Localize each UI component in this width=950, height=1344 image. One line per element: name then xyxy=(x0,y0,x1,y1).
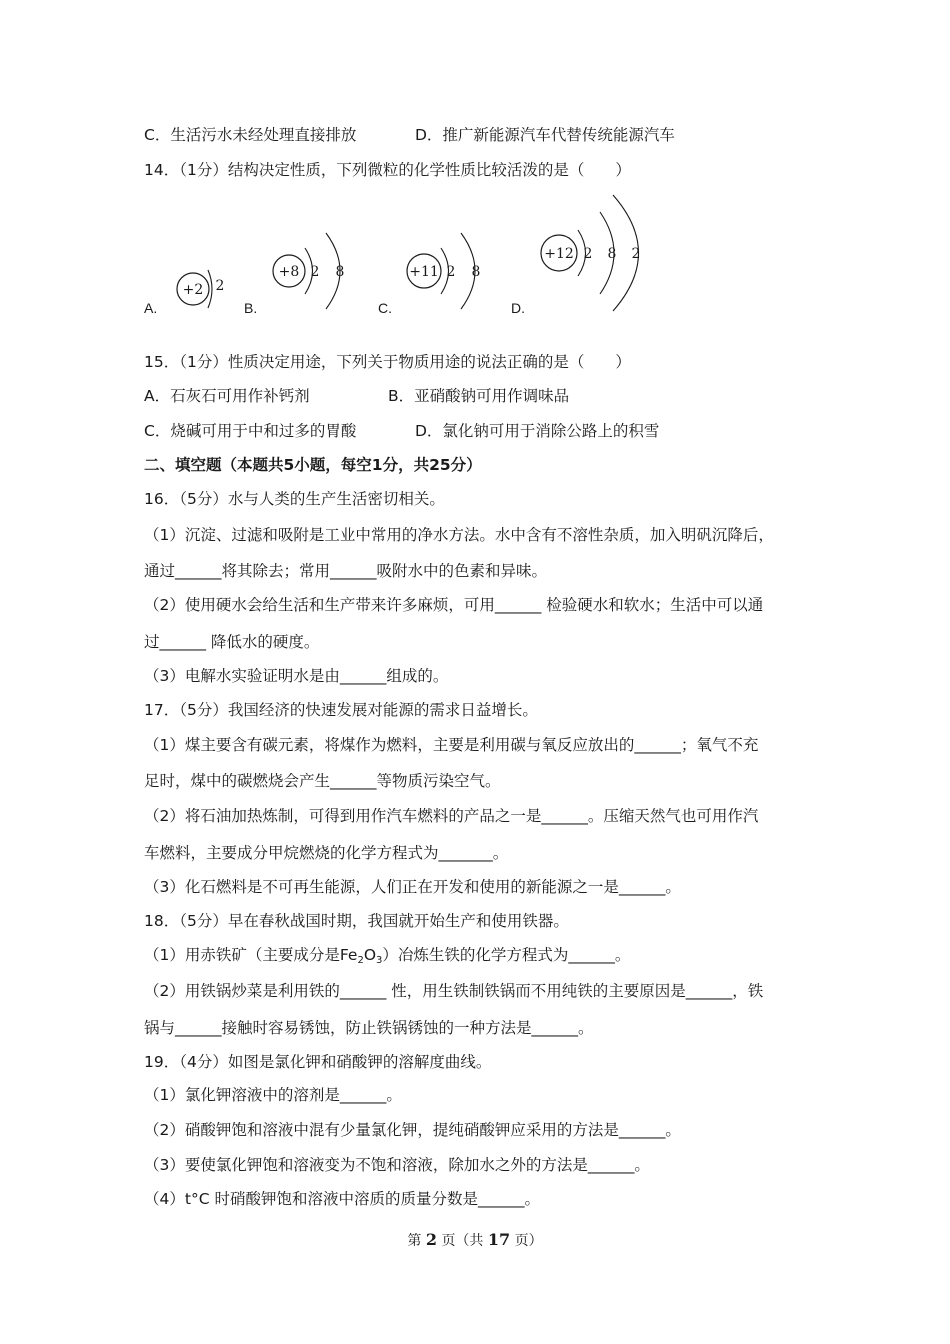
atom-c-shell-1-electrons: 2 xyxy=(446,264,456,280)
q16-part-1-line-2: 通过______将其除去；常用______吸附水中的色素和异味。 xyxy=(144,562,548,580)
q19-part-3: （3）要使氯化钾饱和溶液变为不饱和溶液，除加水之外的方法是______。 xyxy=(144,1156,650,1174)
atom-a-shell-1-electrons: 2 xyxy=(215,278,225,294)
q16-stem: 16．（5分）水与人类的生产生活密切相关。 xyxy=(144,490,445,508)
q13-option-c: C．生活污水未经处理直接排放 xyxy=(144,126,357,144)
q19-part-4: （4）t°C 时硝酸钾饱和溶液中溶质的质量分数是______。 xyxy=(144,1190,540,1208)
q15-option-a: A．石灰石可用作补钙剂 xyxy=(144,387,310,405)
atom-a-diagram xyxy=(177,270,224,308)
atom-b-shell-2-electrons: 8 xyxy=(335,264,345,280)
q16-part-1-line-1: （1）沉淀、过滤和吸附是工业中常用的净水方法。水中含有不溶性杂质，加入明矾沉降后， xyxy=(144,526,774,544)
atom-c-nucleus-charge: +11 xyxy=(409,264,439,280)
atom-d-shell-2-electrons: 8 xyxy=(607,246,617,262)
q15-stem: 15．（1分）性质决定用途，下列关于物质用途的说法正确的是（ ） xyxy=(144,353,631,371)
q18-part-1-subscript-2: 2 xyxy=(357,955,364,966)
q14-option-d-label: D. xyxy=(511,300,525,316)
atom-b-shell-1-electrons: 2 xyxy=(310,264,320,280)
q14-option-b-label: B. xyxy=(244,300,258,316)
q17-part-1-line-2: 足时，煤中的碳燃烧会产生______等物质污染空气。 xyxy=(144,772,501,790)
q18-part-1-subscript-3: 3 xyxy=(376,955,383,966)
atom-a-nucleus-charge: +2 xyxy=(182,282,204,298)
q18-part-1-pre: （1）用赤铁矿（主要成分是Fe xyxy=(144,946,358,964)
q16-part-2-line-1: （2）使用硬水会给生活和生产带来许多麻烦，可用______ 检验硬水和软水；生活中可以通 xyxy=(144,596,764,614)
footer-middle: 页（共 xyxy=(441,1233,484,1249)
q16-part-2-line-2: 过______ 降低水的硬度。 xyxy=(144,633,320,651)
q19-part-1: （1）氯化钾溶液中的溶剂是______。 xyxy=(144,1086,402,1104)
q16-part-3: （3）电解水实验证明水是由______组成的。 xyxy=(144,667,449,685)
q13-option-d: D．推广新能源汽车代替传统能源汽车 xyxy=(415,126,675,144)
q14-option-c-label: C. xyxy=(378,300,392,316)
q14-option-a-label: A. xyxy=(144,300,158,316)
atom-structure-diagrams xyxy=(0,190,700,320)
q15-option-d: D．氯化钠可用于消除公路上的积雪 xyxy=(415,422,660,440)
footer-prefix: 第 xyxy=(407,1233,422,1249)
q18-part-1-oxygen: O xyxy=(363,946,377,964)
atom-d-diagram xyxy=(541,195,640,311)
footer-total-pages: 17 xyxy=(487,1230,511,1249)
q14-stem: 14．（1分）结构决定性质，下列微粒的化学性质比较活泼的是（ ） xyxy=(144,161,631,179)
atom-d-shell-3-electrons: 2 xyxy=(631,246,641,262)
page-footer xyxy=(0,1230,950,1250)
q18-part-1 xyxy=(144,945,630,971)
q17-part-2-line-1: （2）将石油加热炼制，可得到用作汽车燃料的产品之一是______。压缩天然气也可用作汽 xyxy=(144,807,759,825)
q18-stem: 18．（5分）早在春秋战国时期，我国就开始生产和使用铁器。 xyxy=(144,912,569,930)
q17-part-2-line-2: 车燃料，主要成分甲烷燃烧的化学方程式为_______。 xyxy=(144,844,509,862)
footer-page-number: 2 xyxy=(425,1230,437,1249)
q18-part-2-line-2: 锅与______接触时容易锈蚀，防止铁锅锈蚀的一种方法是______。 xyxy=(144,1019,594,1037)
q19-stem: 19．（4分）如图是氯化钾和硝酸钾的溶解度曲线。 xyxy=(144,1053,492,1071)
q19-part-2: （2）硝酸钾饱和溶液中混有少量氯化钾，提纯硝酸钾应采用的方法是______。 xyxy=(144,1121,681,1139)
q18-part-2-line-1: （2）用铁锅炒菜是利用铁的______ 性，用生铁制铁锅而不用纯铁的主要原因是______，铁 xyxy=(144,982,764,1000)
q18-part-1-post: ）冶炼生铁的化学方程式为______。 xyxy=(382,946,631,964)
atom-b-nucleus-charge: +8 xyxy=(278,264,300,280)
q17-part-3: （3）化石燃料是不可再生能源，人们正在开发和使用的新能源之一是______。 xyxy=(144,878,681,896)
section-2-heading: 二、填空题（本题共5小题，每空1分，共25分） xyxy=(144,456,482,474)
atom-c-shell-2-electrons: 8 xyxy=(471,264,481,280)
q15-option-c: C．烧碱可用于中和过多的胃酸 xyxy=(144,422,357,440)
q15-option-b: B．亚硝酸钠可用作调味品 xyxy=(388,387,570,405)
footer-suffix: 页） xyxy=(514,1233,543,1249)
q17-stem: 17．（5分）我国经济的快速发展对能源的需求日益增长。 xyxy=(144,701,538,719)
q17-part-1-line-1: （1）煤主要含有碳元素，将煤作为燃料，主要是利用碳与氧反应放出的______；氧气不充 xyxy=(144,736,759,754)
atom-b-diagram xyxy=(273,233,344,309)
atom-d-nucleus-charge: +12 xyxy=(544,246,574,262)
atom-d-shell-1-electrons: 2 xyxy=(583,246,593,262)
atom-c-diagram xyxy=(407,233,480,309)
